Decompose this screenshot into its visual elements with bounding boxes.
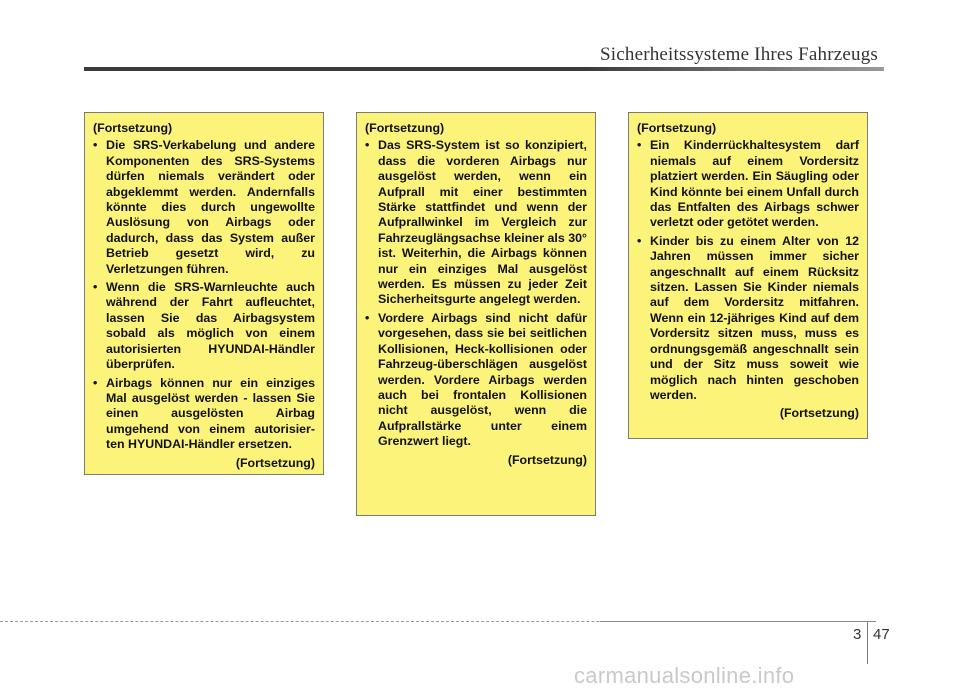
bullet-icon: • [637,138,642,153]
page-header-title: Sicherheitssysteme Ihres Fahrzeugs [599,44,878,65]
continued-top-label: (Fortsetzung) [93,121,173,135]
list-item-text: Die SRS-Verkabelung und andere Komponenten des SRS-Systems dürfen niemals verändert oder abgeklemmt werden. Andernfalls könnte dies durch ungewollte Auslösung von Airbags oder dadurch, dass das System außer Betrieb gesetzt wird, zu Verletzungen führen. [106,138,315,276]
warning-panel-right [628,112,868,439]
header-divider [84,67,884,71]
list-item [637,234,859,403]
warning-panel-left [84,112,324,475]
list-item-text: Ein Kinderrückhaltesystem darf niemals auf einem Vordersitz platziert werden. Ein Säugling oder Kind könnte bei einem Unfall durch das Entfalten des Airbags schwer verletzt oder getötet werden. [650,138,859,230]
bullet-icon: • [365,138,370,153]
list-item [637,138,859,230]
list-item [365,311,587,450]
chapter-number: 3 [853,626,862,643]
watermark-text: carmanualsonline.info [574,663,795,688]
page-number: 47 [873,626,890,643]
list-item-text: Airbags können nur ein einziges Mal ausgelöst werden - lassen Sie einen ausgelösten Airbag umgehend von einem autorisier-ten HYUNDAI-Händler ersetzen. [106,375,315,452]
continued-bottom-label: (Fortsetzung) [235,455,315,470]
list-item [365,138,587,307]
continued-top-label: (Fortsetzung) [365,121,445,135]
continued-bottom-label: (Fortsetzung) [779,406,859,421]
list-item-text: Kinder bis zu einem Alter von 12 Jahren müssen immer sicher angeschnallt auf einem Rücksitz sitzen. Lassen Sie Kinder niemals auf dem Vordersitz mitfahren. Wenn ein 12-jähriges Kind auf dem Vordersitz sitzen muss, muss es ordnungsgemäß angeschnallt sein und der Sitz muss soweit wie möglich nach hinten geschoben werden. [650,233,859,402]
footer-divider-solid [600,621,876,622]
bullet-icon: • [365,310,370,325]
continued-top-label: (Fortsetzung) [637,121,717,135]
warning-list [637,138,859,403]
list-item-text: Wenn die SRS-Warnleuchte auch während der Fahrt aufleuchtet, lassen Sie das Airbagsystem sobald als möglich von einem autorisierten HYUNDAI-Händler überprüfen. [106,280,315,372]
list-item-text: Das SRS-System ist so konzipiert, dass die vorderen Airbags nur ausgelöst werden, wenn ein Aufprall mit einer bestimmten Stärke stattfindet und wenn der Aufprallwinkel im Vergleich zur Fahrzeuglängsachse kleiner als 30° ist. Weiterhin, die Airbags können nur ein einziges Mal ausgelöst werden. Es müssen zu jeder Zeit Sicherheitsgurte angelegt werden. [378,138,587,307]
warning-list [93,138,315,452]
bullet-icon: • [637,233,642,248]
continued-bottom-label: (Fortsetzung) [507,452,587,467]
bullet-icon: • [93,375,98,390]
list-item [93,138,315,277]
page-number-separator [867,622,868,664]
bullet-icon: • [93,280,98,295]
list-item-text: Vordere Airbags sind nicht dafür vorgesehen, dass sie bei seitlichen Kollisionen, Heck-kollisionen oder Fahrzeug-überschlägen ausgelöst werden. Vordere Airbags werden auch bei frontalen Kollisionen nicht ausgelöst, wenn die Aufprallstärke unter einem Grenzwert liegt. [378,310,587,449]
list-item [93,280,315,372]
warning-panel-middle [356,112,596,516]
list-item [93,376,315,453]
bullet-icon: • [93,138,98,153]
warning-list [365,138,587,449]
